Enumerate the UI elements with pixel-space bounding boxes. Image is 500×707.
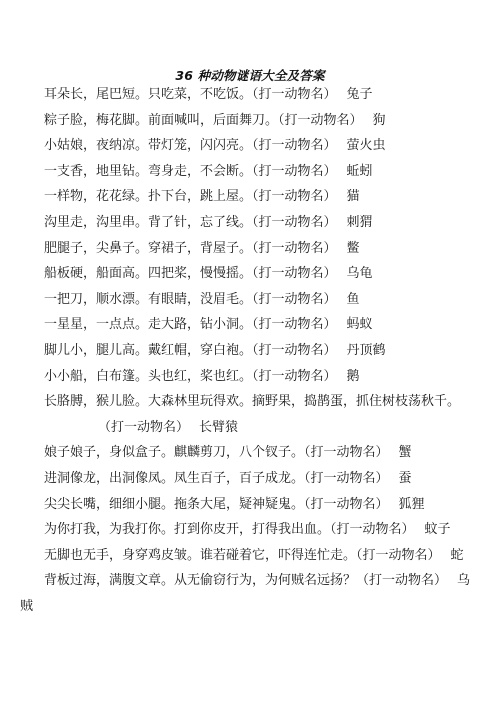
riddle-answer: 蛇: [450, 547, 464, 563]
riddle-line: [44, 86, 474, 104]
riddle-line: [44, 496, 474, 514]
riddle-line: [44, 214, 474, 232]
riddle-answer: 乌: [457, 573, 471, 589]
riddle-question: 一星星，一点点。走大路，钻小洞。（打一动物名）: [44, 317, 337, 333]
riddle-question: 尖尖长嘴，细细小腿。拖条大尾，疑神疑鬼。（打一动物名）: [44, 496, 389, 512]
riddle-question: 一样物，花花绿。扑下台，跳上屋。（打一动物名）: [44, 189, 337, 205]
riddle-answer: 乌龟: [346, 266, 373, 282]
riddle-question: 进洞像龙，出洞像凤。凤生百子，百子成龙。（打一动物名）: [44, 471, 389, 486]
riddle-line: [44, 342, 474, 360]
riddle-question: 一把刀，顺水漂。有眼睛，没眉毛。（打一动物名）: [44, 291, 337, 307]
riddle-question: 小小船，白布篷。头也红，桨也红。（打一动物名）: [44, 368, 337, 384]
riddle-line: [44, 137, 474, 155]
riddle-question: 粽子脸，梅花脚。前面喊叫，后面舞刀。（打一动物名）: [44, 112, 363, 128]
riddle-question: 无脚也无手，身穿鸡皮皱。谁若碰着它，吓得连忙走。（打一动物名）: [44, 547, 441, 563]
riddle-question: 脚儿小，腿儿高。戴红帽，穿白袍。（打一动物名）: [44, 343, 337, 358]
riddle-question: 耳朵长，尾巴短。只吃菜，不吃饭。（打一动物名）: [44, 87, 337, 102]
riddle-question: 小姑娘，夜纳凉。带灯笼，闪闪亮。（打一动物名）: [44, 138, 337, 154]
riddle-answer: 狐狸: [398, 496, 425, 512]
riddle-answer: 蚊子: [424, 522, 451, 538]
riddle-answer: 兔子: [346, 87, 373, 102]
document-title: 36 种动物谜语大全及答案: [175, 68, 325, 83]
riddle-question: 船板硬，船面高。四把桨，慢慢摇。（打一动物名）: [44, 266, 337, 282]
riddle-line: [44, 521, 474, 539]
riddle-question: 沟里走，沟里串。背了针，忘了线。（打一动物名）: [44, 215, 337, 230]
riddle-answer: 刺猬: [346, 215, 373, 230]
riddle-answer: 鹅: [346, 368, 360, 384]
riddle-answer: 丹顶鹤: [346, 343, 386, 358]
riddle-answer: 长臂猿: [199, 419, 239, 435]
riddle-line: [98, 419, 474, 437]
riddle-line: [44, 112, 474, 130]
riddle-line: [44, 393, 474, 411]
riddle-question: 一支香，地里钻。弯身走，不会断。（打一动物名）: [44, 163, 337, 179]
riddle-answer: 狗: [372, 112, 386, 128]
riddle-line: [44, 470, 474, 488]
riddle-line: [44, 265, 474, 283]
riddle-answer: 鳖: [346, 240, 360, 256]
riddle-line: [44, 163, 474, 181]
riddle-answer: 蟹: [398, 445, 412, 461]
riddle-question: （打一动物名）: [98, 419, 190, 435]
riddle-answer: 蚂蚁: [346, 317, 373, 333]
riddle-question: 背板过海，满腹文章。从无偷窃行为，为何贼名远扬？（打一动物名）: [44, 573, 448, 589]
riddle-line: [44, 368, 474, 386]
riddle-line: [20, 598, 474, 616]
riddle-question: 贼: [20, 599, 34, 614]
riddle-line: [44, 188, 474, 206]
riddle-answer: 蚕: [398, 471, 412, 486]
riddle-question: 肥腿子，尖鼻子。穿裙子，背屋子。（打一动物名）: [44, 240, 337, 256]
riddle-question: 长胳膊，猴儿脸。大森林里玩得欢。摘野果，捣鹊蛋，抓住树枝荡秋千。: [44, 394, 461, 410]
riddle-line: [44, 444, 474, 462]
riddle-answer: 鱼: [346, 291, 360, 307]
riddle-line: [44, 547, 474, 565]
riddle-line: [44, 291, 474, 309]
riddle-question: 娘子娘子，身似盒子。麒麟剪刀，八个钗子。（打一动物名）: [44, 445, 389, 461]
riddle-answer: 猫: [346, 189, 360, 205]
riddle-line: [44, 316, 474, 334]
riddle-question: 为你打我，为我打你。打到你皮开，打得我出血。（打一动物名）: [44, 522, 415, 538]
riddle-answer: 蚯蚓: [346, 163, 373, 179]
riddle-line: [44, 572, 474, 590]
riddle-answer: 萤火虫: [346, 138, 386, 154]
riddle-line: [44, 240, 474, 258]
